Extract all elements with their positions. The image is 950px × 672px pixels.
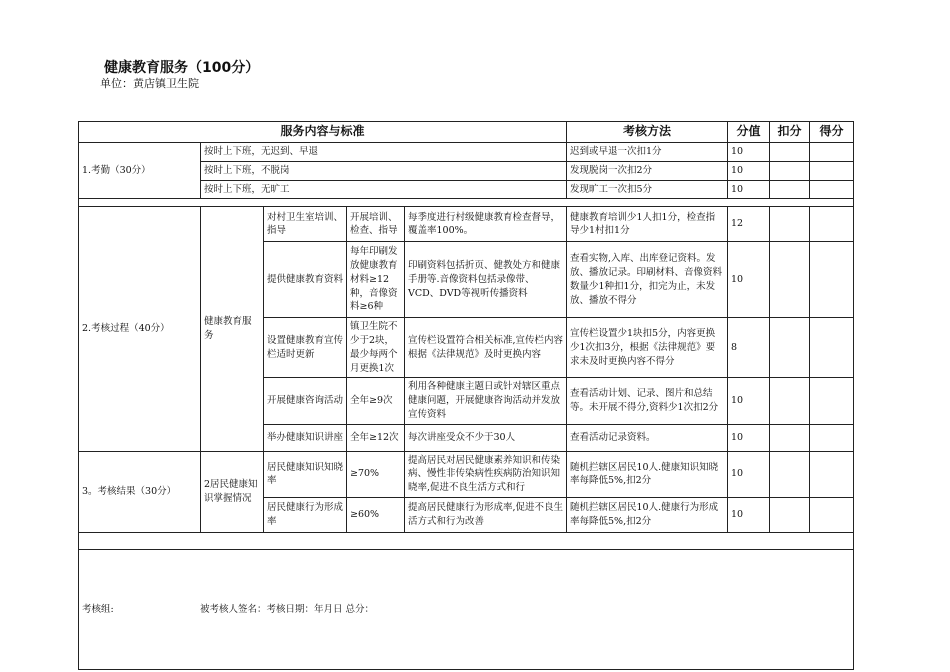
cell-method: 健康教育培训少1人扣1分，检查指导少1村扣1分: [567, 207, 728, 242]
cell-requirement: 每年印刷发放健康教育材料≥12种，音像资料≥6种: [347, 242, 405, 318]
cell-requirement: 镇卫生院不少于2块，最少每两个月更换1次: [347, 318, 405, 378]
cell-deduct-input[interactable]: [770, 451, 810, 497]
cell-standard: 每季度进行村级健康教育检查督导，覆盖率100%。: [405, 207, 567, 242]
header-got: 得分: [810, 122, 854, 143]
cell-score: 12: [728, 207, 770, 242]
cell-method: 查看活动记录资料。: [567, 424, 728, 451]
cell-got-input[interactable]: [810, 378, 854, 424]
cell-method: 查看实物,入库、出库登记资料。发放、播放记录。印刷材料、音像资料数量少1种扣1分，扣完为止，未发放、播放不得分: [567, 242, 728, 318]
cell-got-input[interactable]: [810, 242, 854, 318]
blank-row: [79, 532, 854, 549]
cell-standard: 提高居民对居民健康素养知识和传染病、慢性非传染病性疾病防治知识知晓率,促进不良生活方式和行: [405, 451, 567, 497]
result-category: 2居民健康知识掌握情况: [201, 451, 264, 532]
cell-standard: 每次讲座受众不少于30人: [405, 424, 567, 451]
cell-score: 8: [728, 318, 770, 378]
cell-standard: 宣传栏设置符合相关标准,宣传栏内容根据《法律规范》及时更换内容: [405, 318, 567, 378]
cell-method: 发现脱岗一次扣2分: [567, 161, 728, 180]
cell-method: 迟到或早退一次扣1分: [567, 143, 728, 162]
cell-item: 居民健康知识知晓率: [264, 451, 347, 497]
header-deduct: 扣分: [770, 122, 810, 143]
cell-deduct-input[interactable]: [770, 497, 810, 532]
process-label: 2.考核过程（40分）: [79, 207, 201, 451]
cell-method: 宣传栏设置少1块扣5分，内容更换少1次扣3分，根据《法律规范》要求未及时更换内容不得分: [567, 318, 728, 378]
cell-score: 10: [728, 451, 770, 497]
cell-deduct-input[interactable]: [770, 143, 810, 162]
cell-method: 随机拦辖区居民10人.健康行为形成率每降低5%,扣2分: [567, 497, 728, 532]
cell-score: 10: [728, 497, 770, 532]
cell-requirement: ≥70%: [347, 451, 405, 497]
cell-got-input[interactable]: [810, 143, 854, 162]
footer-cell: [79, 549, 854, 669]
cell-got-input[interactable]: [810, 207, 854, 242]
header-score: 分值: [728, 122, 770, 143]
cell-deduct-input[interactable]: [770, 180, 810, 199]
document-title: 健康教育服务（100分）: [104, 60, 260, 76]
cell-got-input[interactable]: [810, 318, 854, 378]
header-row: [79, 122, 854, 143]
cell-got-input[interactable]: [810, 497, 854, 532]
cell-deduct-input[interactable]: [770, 318, 810, 378]
header-method: 考核方法: [567, 122, 728, 143]
cell-deduct-input[interactable]: [770, 161, 810, 180]
cell-score: 10: [728, 161, 770, 180]
header-content: 服务内容与标准: [79, 122, 567, 143]
cell-content: 按时上下班，无迟到、早退: [201, 143, 567, 162]
cell-item: 对村卫生室培训、指导: [264, 207, 347, 242]
cell-requirement: ≥60%: [347, 497, 405, 532]
cell-item: 开展健康咨询活动: [264, 378, 347, 424]
cell-item: 提供健康教育资料: [264, 242, 347, 318]
cell-requirement: 全年≥12次: [347, 424, 405, 451]
table-row: [79, 207, 854, 242]
cell-standard: 提高居民健康行为形成率,促进不良生活方式和行为改善: [405, 497, 567, 532]
signature-line: 被考核人签名：考核日期：年月日 总分：: [200, 603, 375, 615]
cell-standard: 利用各种健康主题日或针对辖区重点健康问题，开展健康咨询活动并发放宣传资料: [405, 378, 567, 424]
blank-cell: [79, 532, 854, 549]
cell-got-input[interactable]: [810, 424, 854, 451]
cell-method: 查看活动计划、记录、图片和总结等。未开展不得分,资料少1次扣2分: [567, 378, 728, 424]
cell-got-input[interactable]: [810, 180, 854, 199]
cell-content: 按时上下班，无旷工: [201, 180, 567, 199]
cell-deduct-input[interactable]: [770, 207, 810, 242]
attendance-label: 1.考勤（30分）: [79, 143, 201, 199]
cell-score: 10: [728, 242, 770, 318]
cell-method: 随机拦辖区居民10人.健康知识知晓率每降低5%,扣2分: [567, 451, 728, 497]
spacer-row: [79, 199, 854, 207]
cell-content: 按时上下班，不脱岗: [201, 161, 567, 180]
cell-item: 举办健康知识讲座: [264, 424, 347, 451]
spacer-cell: [79, 199, 854, 207]
footer-row: [79, 549, 854, 669]
cell-score: 10: [728, 378, 770, 424]
cell-requirement: 开展培训、检查、指导: [347, 207, 405, 242]
cell-score: 10: [728, 180, 770, 199]
table-row: [79, 143, 854, 162]
cell-score: 10: [728, 424, 770, 451]
group-label: 考核组:: [82, 603, 114, 615]
cell-got-input[interactable]: [810, 161, 854, 180]
assessment-table: [78, 121, 854, 670]
result-label: 3。考核结果（30分）: [79, 451, 201, 532]
unit-label: 单位：黄店镇卫生院: [100, 77, 199, 90]
cell-item: 设置健康教育宣传栏适时更新: [264, 318, 347, 378]
process-category: 健康教育服务: [201, 207, 264, 451]
cell-standard: 印刷资料包括折页、健教处方和健康手册等.音像资料包括录像带、VCD、DVD等视听传播资料: [405, 242, 567, 318]
cell-score: 10: [728, 143, 770, 162]
cell-item: 居民健康行为形成率: [264, 497, 347, 532]
cell-deduct-input[interactable]: [770, 424, 810, 451]
table-row: [79, 451, 854, 497]
cell-got-input[interactable]: [810, 451, 854, 497]
cell-requirement: 全年≥9次: [347, 378, 405, 424]
cell-deduct-input[interactable]: [770, 242, 810, 318]
cell-method: 发现旷工一次扣5分: [567, 180, 728, 199]
cell-deduct-input[interactable]: [770, 378, 810, 424]
